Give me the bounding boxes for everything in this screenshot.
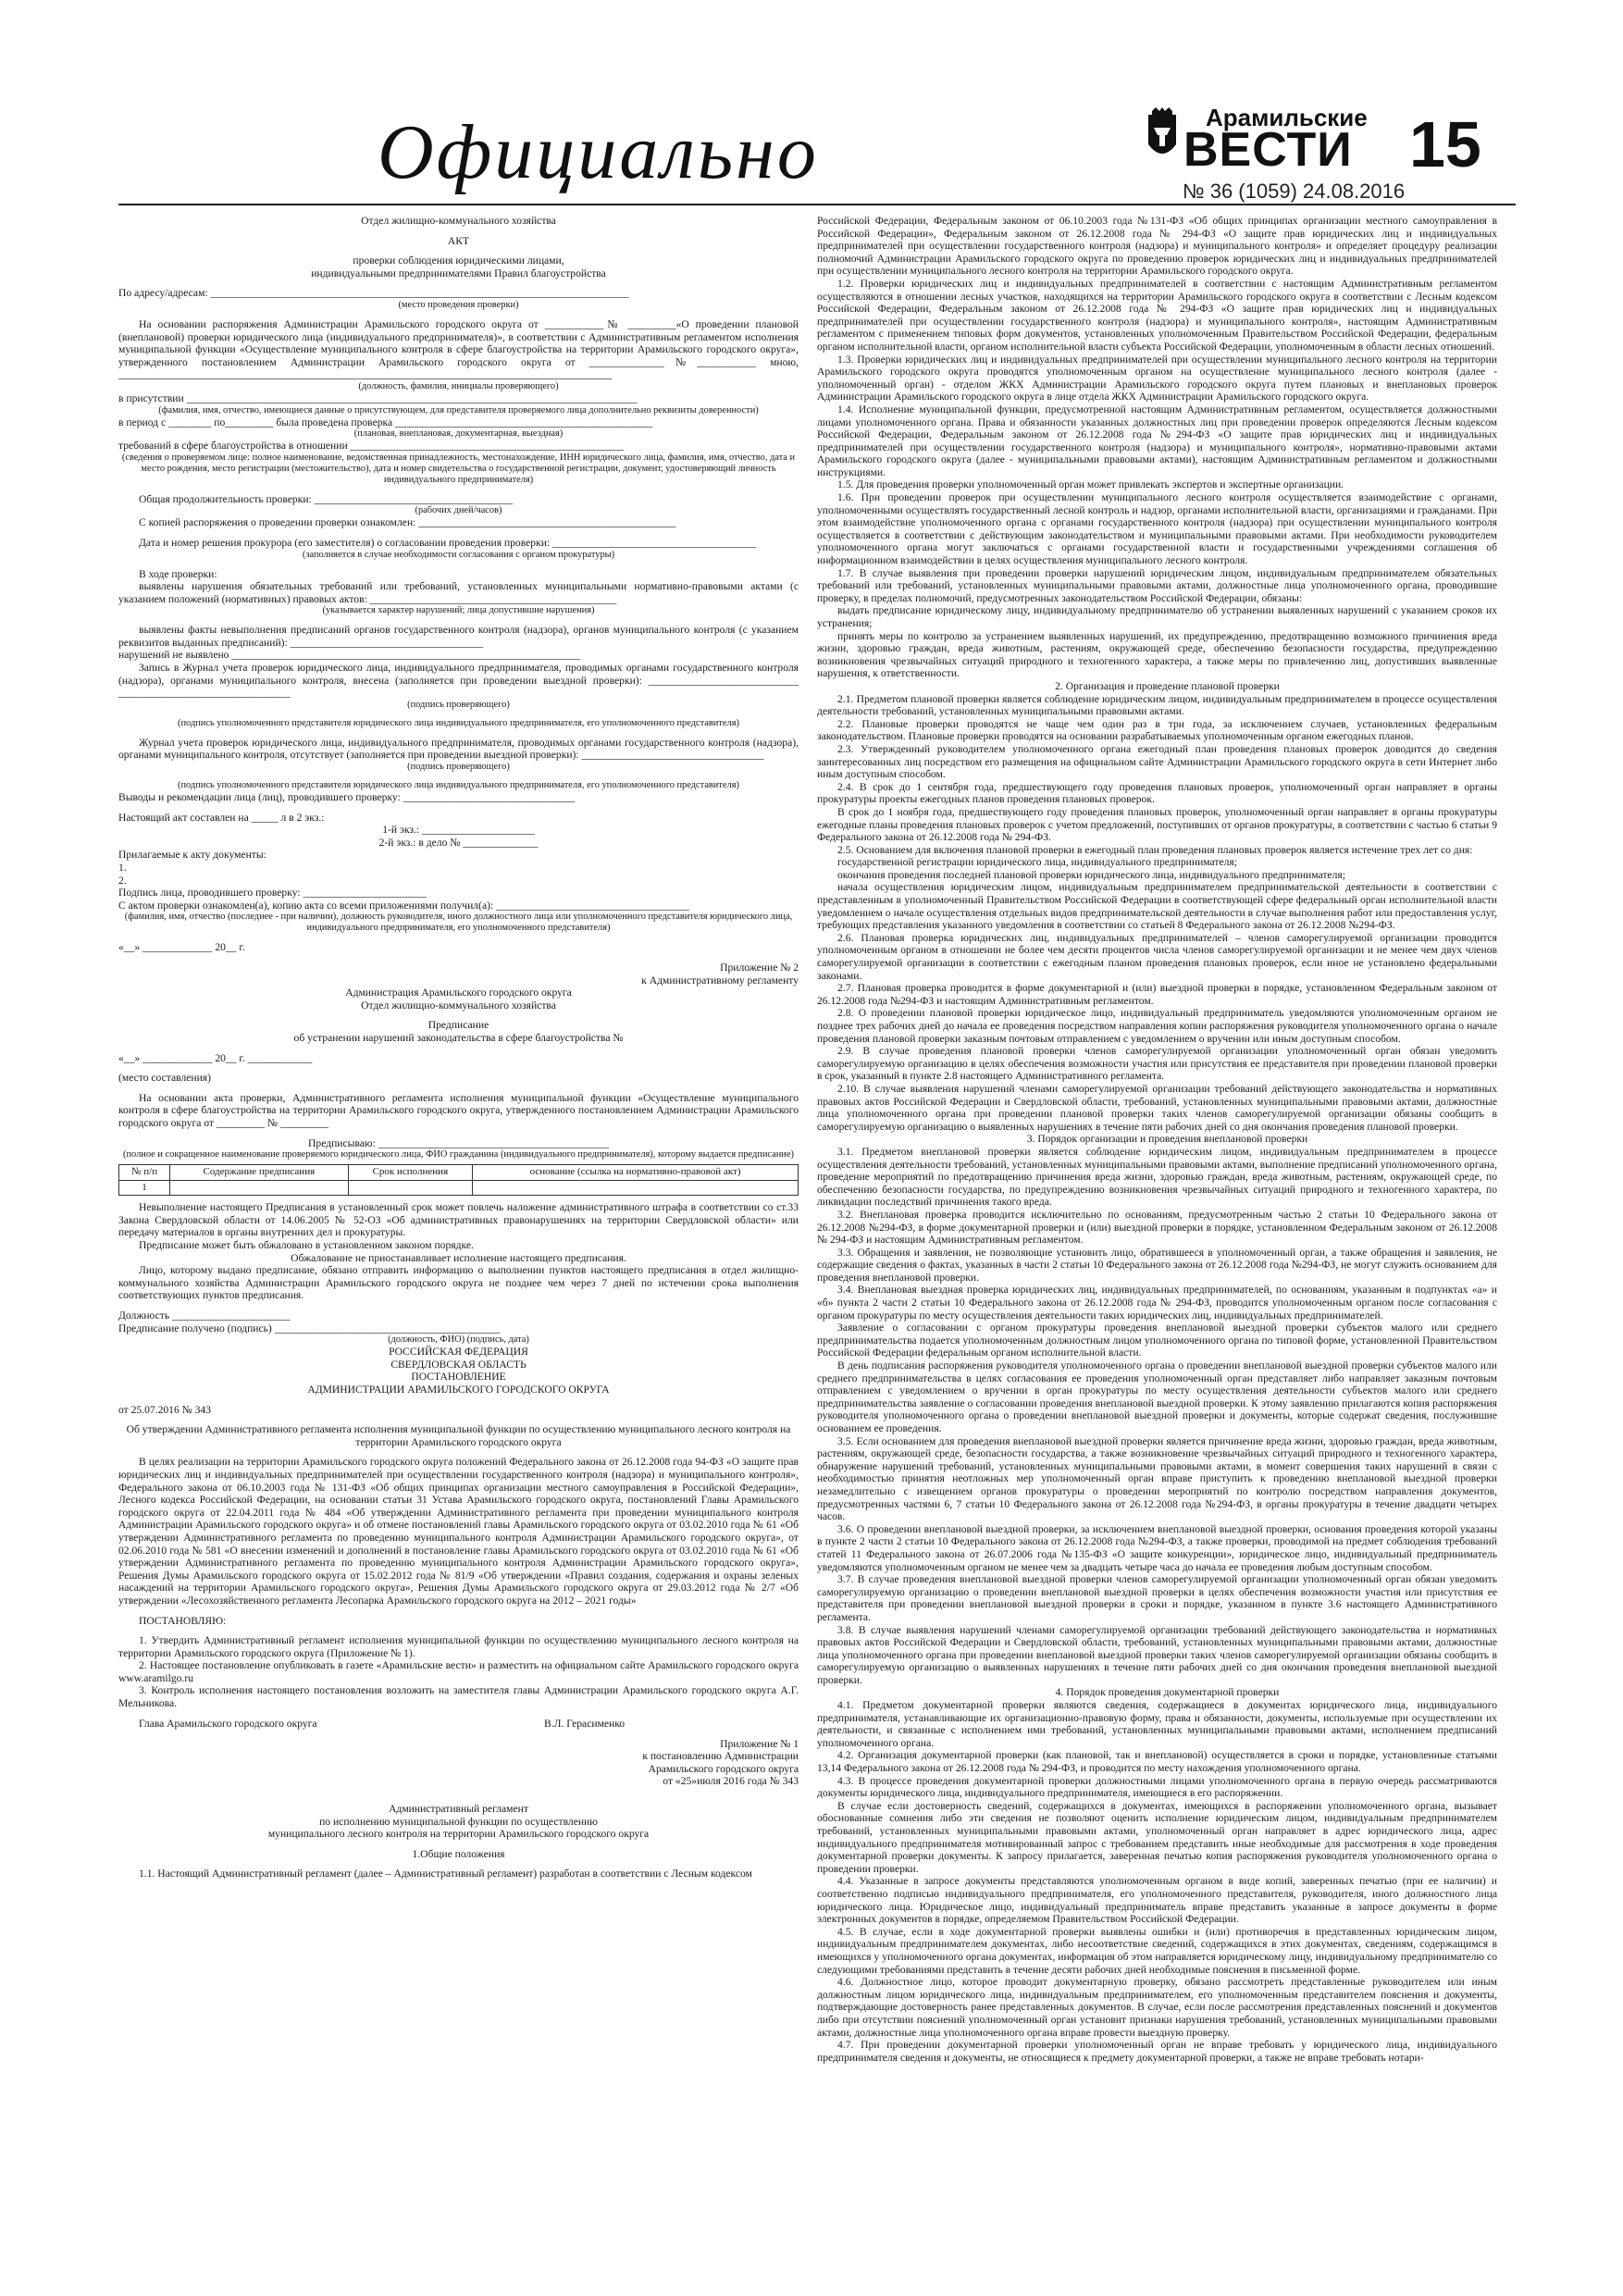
address-line: По адресу/адресам: ______________________________________________________________________________ (118, 287, 629, 300)
org-name: Администрация Арамильского городского округа (345, 987, 572, 999)
right-column (817, 215, 1497, 2064)
paragraph: 2. Настоящее постановление опубликовать в газете «Арамильские вести» и разместить на официальном сайте Арамильского городского округа www.aramilgo.ru (118, 1659, 799, 1684)
signer-name: В.Л. Герасименко (544, 1717, 626, 1730)
paragraph: 3.8. В случае выявления нарушений членами саморегулируемой организации требований действующего законодательства и нормативных правовых актов Российской Федерации и Свердловской области, требований, установленных муниципальными правовыми актами, должностные лица уполномоченного органа при проведении внеплановой выездной проверки таких членов саморегулируемой организации обязаны сообщить в саморегулируемую организацию о выявленных нарушениях в течение пяти рабочих дней со дня окончания проведения внеплановой выездной проверки. (817, 1623, 1497, 1686)
coat-of-arms-icon (1143, 107, 1182, 165)
section-heading: 1.Общие положения (412, 1847, 505, 1860)
paragraph: Дата и номер решения прокурора (его заместителя) о согласовании проведения проверки: ______________________________________ (139, 536, 757, 549)
prescription-subtitle: об устранении нарушений законодательства в сфере благоустройства № (293, 1031, 624, 1044)
section-heading: 2. Организация и проведение плановой проверки (1055, 679, 1280, 692)
paragraph: В целях реализации на территории Арамильского городского округа положений Федерального закона от 26.12.2008 года 94-ФЗ «О защите прав юридических лиц и индивидуальных предпринимателей при осуществлении государственного контроля (надзора) и муниципального контроля», Федерального закона от 06.10.2003 года № 131-ФЗ «Об общих принципах организации местного самоуправления в Российской Федерации», Лесного кодекса Российской Федерации, на основании статьи 31 Устава Арамильского городского округа, постановлений Главы Арамильского городского округа от 22.04.2011 года № 484 «Об утверждении Административного регламента при проведении муниципального контроля Администрации Арамильского городского округа» и об отмене постановлений главы Арамильского городского округа от 03.02.2010 года № 61 «Об утверждении Административного регламента по проведению муниципального контроля Администрации Арамильского городского округа», от 02.06.2010 года № 581 «О внесении изменений и дополнений в постановление главы Арамильского городского округа от 03.02.2010 года № 61 «Об утверждении Административного регламента по проведению муниципального контроля Администрации Арамильского городского округа», Решения Думы Арамильского городского округа от 15.02.2012 года № 81/9 «Об утверждении «Правил создания, содержания и охраны зеленых насаждений на территории Арамильского городского округа», Решения Думы Арамильского городского округа от 29.03.2012 года № 2/7 «Об утверждении «Лесохозяйственного регламента Лесопарка Арамильского городского округа на 2012 – 2021 годы» (118, 1456, 799, 1607)
paragraph: 4.7. При проведении документарной проверки уполномоченный орган не вправе требовать у юридического лица, индивидуального предпринимателя сведения и документы, не относящиеся к предмету документарной проверки, а также не вправе требовать нотари- (817, 2039, 1497, 2064)
regulation-title: Административный регламент (389, 1803, 528, 1816)
paragraph: выдать предписание юридическому лицу, индивидуальному предпринимателю об устранении выявленных нарушений с указанием сроков их устранения; (817, 604, 1497, 629)
paragraph: С копией распоряжения о проведении проверки ознакомлен: ________________________________________________ (139, 516, 676, 529)
hint: (подпись уполномоченного представителя юридического лица индивидуального предпринимателя, его уполномоченного представителя) (178, 780, 739, 791)
logo-main-text: ВЕСТИ (1183, 123, 1353, 177)
paragraph: В день подписания распоряжения руководителя уполномоченного органа о проведении внеплановой выездной проверки субъектов малого или среднего предпринимательства в целях согласования ее проведения уполномоченный орган представляет либо направляет заказным почтовым отправлением с уведомлением о вручении в орган прокуратуры по месту осуществления деятельности субъектов малого или среднего предпринимательства заявление о согласовании проведения внеплановой выездной проверки. К этому заявлению прилагаются копия распоряжения руководителя уполномоченного органа о проведении внеплановой выездной проверки и документы, которые содержат сведения, послужившие основанием ее проведения. (817, 1359, 1497, 1434)
paragraph: 4.3. В процессе проведения документарной проверки должностными лицами уполномоченного органа в первую очередь рассматриваются документы юридического лица, индивидуального предпринимателя, имеющиеся в его распоряжении. (817, 1774, 1497, 1800)
decree-header: СВЕРДЛОВСКАЯ ОБЛАСТЬ (390, 1358, 527, 1371)
paragraph: В случае если достоверность сведений, содержащихся в документах, имеющихся в распоряжении уполномоченного органа, вызывает обоснованные сомнения либо эти сведения не позволяют оценить исполнение юридическим лицом, индивидуальным предпринимателем требований, установленных муниципальными правовыми актами, уполномоченный орган направляет в адрес юридического лица, адрес индивидуального предпринимателя мотивированный запрос с требованием представить иные необходимые для рассмотрения в ходе проведения документарной проверки документы. К запросу прилагается, заверенная печатью копия распоряжения руководителя уполномоченного органа о проведении проверки. (817, 1799, 1497, 1875)
appendix-label: от «25»июля 2016 года № 343 (663, 1775, 799, 1788)
table-header: основание (ссылка на нормативно-правовой акт) (473, 1165, 799, 1181)
hint: (фамилия, имя, отчество (последнее - при наличии), должность руководителя, иного должностного лица или уполномоченного представителя юридического лица, индивидуального предпринимателя, его уполномоченного представителя) (124, 912, 793, 934)
hint: (подпись проверяющего) (407, 699, 510, 710)
hint: (место составления) (118, 1072, 211, 1085)
paragraph: 3.1. Предметом внеплановой проверки является соблюдение юридическим лицом, индивидуальным предпринимателем в процессе осуществления деятельности требований, установленных муниципальными правовыми актами, выполнение предписаний уполномоченного органа, проведение мероприятий по предотвращению причинения вреда жизни, здоровью граждан, вреда животным, растениям, окружающей среде, по обеспечению безопасности государства, по предупреждению возникновения чрезвычайных ситуаций природного и техногенного характера, по ликвидации последствий причинения такого вреда. (817, 1145, 1497, 1209)
paragraph: выявлены нарушения обязательных требований или требований, установленных муниципальными нормативно-правовыми актами (с указанием положений (нормативных) правовых актов: ______________________________________________ (118, 580, 799, 605)
paragraph: Журнал учета проверок юридического лица, индивидуального предпринимателя, проводимых органами государственного контроля (надзора), органами муниципального контроля, отсутствует (заполняется при проведении выездной проверки): __________________________________ (118, 736, 799, 762)
table-cell (348, 1180, 473, 1196)
regulation-title: муниципального лесного контроля на территории Арамильского городского округа (267, 1828, 650, 1841)
paragraph: 2.4. В срок до 1 сентября года, предшествующего году проведения плановых проверок, уполномоченный орган направляет в органы прокуратуры проекты ежегодных планов проведения плановых проверок. (817, 780, 1497, 806)
paragraph: 3.6. О проведении внеплановой выездной проверки, за исключением внеплановой выездной проверки, основания проведения которой указаны в пункте 2 части 2 статьи 10 Федерального закона от 26.12.2008 года №294-ФЗ, а также проверки, проводимой на предмет соблюдения требований статей 11 Федерального закона от 26.07.2006 года №135-ФЗ «О защите конкуренции», юридическое лицо, индивидуальный предприниматель уведомляются уполномоченным органом не менее чем за двадцать четыре часа до начала ее проведения любым доступным способом. (817, 1522, 1497, 1573)
paragraph: 2.7. Плановая проверка проводится в форме документарной и (или) выездной проверки в порядке, установленном Федеральным законом от 26.12.2008 года №294-ФЗ и настоящим Административным регламентом. (817, 982, 1497, 1007)
paragraph: 2. (118, 874, 127, 887)
header-divider (118, 204, 1516, 205)
logo-top-text: Арамильские (1206, 104, 1368, 131)
paragraph: 3. Контроль исполнения настоящего постановления возложить на заместителя главы Администрации Арамильского городского округа А.Г. Мельникова. (118, 1684, 799, 1710)
paragraph: Настоящий акт составлен на _____ л в 2 экз.: (118, 811, 325, 824)
hint: (подпись уполномоченного представителя юридического лица индивидуального предпринимателя, его уполномоченного представителя) (178, 717, 739, 728)
paragraph: 1. Утвердить Административный регламент исполнения муниципальной функции по осуществлению муниципального лесного контроля на территории Арамильского городского округа (Приложение № 1). (118, 1634, 799, 1659)
paragraph: выявлены факты невыполнения предписаний органов государственного контроля (надзора), органов муниципального контроля (с указанием реквизитов выданных предписаний): ____________________________________ (118, 624, 799, 649)
paragraph: В срок до 1 ноября года, предшествующего году проведения плановых проверок, уполномоченный орган направляет в органы прокуратуры ежегодные планы проведения плановых проверок с учетом предложений, поступивших от органов прокуратуры, в соответствии с частью 6 статьи 9 Федерального закона от 26.12.2008 года № 294-ФЗ. (817, 805, 1497, 844)
paragraph: Подпись лица, проводившего проверку: _______________________ (118, 887, 427, 900)
paragraph: Выводы и рекомендации лица (лиц), проводившего проверку: ________________________________ (118, 791, 576, 804)
hint: (должность, фамилия, инициалы проверяющего) (358, 380, 559, 391)
paragraph: Заявление о согласовании с органом прокуратуры проведения внеплановой выездной проверки субъектов малого или среднего предпринимательства подается уполномоченным должностным лицом уполномоченного органа по типовой форме, установленной Правительством Российской Федерации федеральным органом исполнительной власти. (817, 1322, 1497, 1359)
appendix-label: Арамильского городского округа (648, 1762, 799, 1775)
prescription-title: Предписание (427, 1019, 489, 1032)
appendix-label: Приложение № 2 (720, 961, 799, 974)
hint: (полное и сокращенное наименование проверяемого юридического лица, ФИО гражданина (индивидуального предпринимателя), которому выдается предписание) (123, 1149, 794, 1160)
regulation-title: по исполнению муниципальной функции по осуществлению (319, 1815, 598, 1828)
appendix-label: Приложение № 1 (720, 1737, 799, 1750)
paragraph: 1-й экз.: _____________________ (382, 824, 535, 837)
table-cell (473, 1180, 799, 1196)
paragraph: 1.7. В случае выявления при проведении проверки нарушений юридическим лицом, индивидуальным предпринимателем обязательных требований или требований, установленных муниципальными правовыми актами, должностные лица уполномоченного органа, проводившие проверку, в пределах полномочий, предусмотренных законодательством Российской Федерации, обязаны: (817, 566, 1497, 604)
paragraph: С актом проверки ознакомлен(а), копию акта со всеми приложениями получил(а): ____________________________________ (118, 899, 689, 912)
hint: (подпись проверяющего) (407, 762, 510, 773)
paragraph: 2.10. В случае выявления нарушений членами саморегулируемой организации требований действующего законодательства и нормативных правовых актов Российской Федерации и Свердловской области, требований, установленных муниципальными правовыми актами, должностные лица уполномоченного органа при проведении плановой проверки таких членов саморегулируемой организации обязаны сообщить в саморегулируемую организацию о выявленных нарушениях в течение пяти рабочих дней со дня окончания проведения плановой проверки. (817, 1082, 1497, 1133)
paragraph: На основании распоряжения Администрации Арамильского городского округа от ___________№ _________«О проведении плановой (внеплановой) проверки юридического лица (индивидуального предпринимателя)», в соответствии с Административным регламентом исполнения муниципальной функции «Осуществление муниципального контроля в сфере благоустройства на территории Арамильского городского округа», утвержденного постановлением Администрации Арамильского городского округа от ______________№___________ мною, ____________________________________________________________________________________________ (118, 317, 799, 381)
date-line: «__» _____________ 20__ г. ____________ (118, 1051, 313, 1064)
act-title: АКТ (447, 234, 470, 247)
paragraph: Запись в Журнал учета проверок юридического лица, индивидуального предпринимателя, проводимых органами государственного контроля (надзора), органами муниципального контроля, внесена (заполняется при проведении выездной проверки): ____________________________ ________________________________ (118, 662, 799, 700)
section-heading: 4. Порядок проведения документарной проверки (1055, 1686, 1280, 1699)
paragraph: Должность ______________________ (118, 1309, 291, 1322)
table-header: № п/п (119, 1165, 170, 1181)
act-subtitle: проверки соблюдения юридическими лицами, (353, 254, 564, 267)
appendix-label: к Административному регламенту (641, 974, 799, 987)
decree-header: РОССИЙСКАЯ ФЕДЕРАЦИЯ (389, 1346, 528, 1359)
hint: (фамилия, имя, отчество, имеющиеся данные о присутствующем, для представителя проверяемого лица дополнительно реквизиты доверенности) (158, 404, 759, 416)
paragraph: 1.4. Исполнение муниципальной функции, предусмотренной настоящим Административным регламентом, осуществляется должностными лицами уполномоченного органа. Права и обязанности указанных должностных лиц при проведении проверок определяются Лесным кодексом Российской Федерации, Федеральным законом от 26.12.2008 года №294-ФЗ «О защите прав юридических лиц и индивидуальных предпринимателей при осуществлении государственного контроля (надзора) и муниципального контроля», нормативно-правовыми актами Арамильского городского округа (далее - муниципальными правовыми актами), настоящим Административным регламентом и должностными инструкциями. (817, 403, 1497, 478)
act-subtitle-2: индивидуальными предпринимателями Правил благоустройства (311, 267, 606, 279)
paragraph: 2-й экз.: в дело № ______________ (378, 836, 539, 849)
paragraph: 4.1. Предметом документарной проверки являются сведения, содержащиеся в документах юридического лица, индивидуального предпринимателя, устанавливающие их организационно-правовую форму, права и обязанности, документы, используемые при осуществлении их деятельности, и связанные с исполнением ими требований, установленных муниципальными правовыми актами, исполнением предписаний уполномоченного органа. (817, 1699, 1497, 1749)
table-cell (170, 1180, 349, 1196)
paragraph: 3.3. Обращения и заявления, не позволяющие установить лицо, обратившееся в уполномоченный орган, а также обращения и заявления, не содержащие сведения о фактах, указанных в части 2 статьи 10 Федерального закона от 26.12.2008 года №294-ФЗ, не могут служить основанием для проведения внеплановой проверки. (817, 1246, 1497, 1284)
paragraph: 1.3. Проверки юридических лиц и индивидуальных предпринимателей при осуществлении муниципального лесного контроля на территории Арамильского городского округа проводятся уполномоченным органом на осуществление муниципального лесного контроля (далее - уполномоченный орган) - отделом ЖКХ Администрации Арамильского городского округа путем плановых и внеплановых проверок Администрации Арамильского городского округа в лице отдела ЖКХ Администрации Арамильского городского округа. (817, 353, 1497, 403)
paragraph: 2.5. Основанием для включения плановой проверки в ежегодный план проведения плановых проверок является истечение трех лет со дня: (837, 843, 1473, 856)
paragraph: В ходе проверки: (139, 567, 217, 580)
org-name: Отдел жилищно-коммунального хозяйства (361, 999, 556, 1011)
paragraph: 3.2. Внеплановая проверка проводится исключительно по основаниям, предусмотренным частью 2 статьи 10 Федерального закона от 26.12.2008 №294-ФЗ, в форме документарной проверки и (или) выездной проверки в порядке, установленном Федеральным законом от 26.12.2008 № 294-ФЗ и настоящим Административным регламентом. (817, 1208, 1497, 1247)
paragraph: Предписание может быть обжаловано в установленном законом порядке. (139, 1239, 474, 1252)
paragraph: 1. (118, 862, 127, 874)
paragraph: нарушений не выявлено _________________________________________________________________ (118, 649, 581, 662)
paragraph: 2.9. В случае проведения плановой проверки членов саморегулируемой организации уполномоченный орган обязан уведомить саморегулируемую организацию в целях обеспечения возможности участия или присутствия ее представителя при проведении плановой проверки в срок, указанный в пункте 2.8 настоящего Административного регламента. (817, 1045, 1497, 1083)
section-title: Официально (378, 109, 819, 195)
paragraph: Общая продолжительность проверки: _____________________________________ (139, 492, 514, 505)
paragraph: 4.6. Должностное лицо, которое проводит документарную проверку, обязано рассмотреть представленные руководителем или иным должностным лицом юридического лица, индивидуальным предпринимателем, его уполномоченным представителем пояснения и документы, подтверждающие достоверность ранее представленных документов. В случае, если после рассмотрения представленных пояснений и документов либо при отсутствии пояснений уполномоченный орган установит признаки нарушения требований, установленных муниципальными правовыми актами, должностные лица уполномоченного органа вправе провести выездную проверку. (817, 1976, 1497, 2039)
paragraph: Предписываю: ___________________________________________ (308, 1136, 609, 1149)
decree-header: ПОСТАНОВЛЕНИЕ (411, 1371, 506, 1384)
paragraph: Невыполнение настоящего Предписания в установленный срок может повлечь наложение административного штрафа в соответствии со ст.33 Закона Свердловской области от 14.06.2005 № 52-ОЗ «Об административных правонарушениях на территории Свердловской области» или передачу материалов в органы внутренних дел и прокуратуры. (118, 1201, 799, 1239)
hint: (указывается характер нарушений; лица допустившие нарушения) (322, 605, 595, 616)
hint: (сведения о проверяемом лице: полное наименование, ведомственная принадлежность, местонахождение, ИНН юридического лица, фамилия, имя, отчество, дата и место рождения, место регистрации (местожительство), дата и номер свидетельства о государственной регистрации, документ, удостоверяющий личность индивидуального предпринимателя) (121, 452, 796, 485)
table-header: Содержание предписания (170, 1165, 349, 1181)
section-heading: 3. Порядок организации и проведения внеплановой проверки (1026, 1133, 1308, 1146)
date-line: «__» _____________ 20__ г. (118, 941, 245, 954)
paragraph: Прилагаемые к акту документы: (118, 849, 266, 862)
paragraph: 3.7. В случае проведения внеплановой выездной проверки членов саморегулируемой организации уполномоченный орган обязан уведомить саморегулируемую организацию о проведении внеплановой выездной проверки в целях обеспечения возможности участия или присутствия ее представителя при проведении внеплановой выездной проверки в сроки и порядке, указанном в пункте 3.6 настоящего Административного регламента. (817, 1573, 1497, 1623)
left-column (118, 215, 799, 1880)
paragraph: в присутствии ____________________________________________________________________________________ (118, 391, 638, 404)
hint: (плановая, внеплановая, документарная, выездная) (353, 428, 564, 440)
paragraph: На основании акта проверки, Административного регламента исполнения муниципальной функции «Осуществление муниципального контроля в сфере благоустройства на территории Арамильского городского округа, утвержденного постановлением Администрации Арамильского городского округа от _________ № _________ (118, 1091, 799, 1129)
paragraph: Лицо, которому выдано предписание, обязано отправить информацию о выполнении пунктов настоящего предписания в отдел жилищно-коммунального хозяйства Администрации Арамильского городского округа не позднее чем через 7 дней по истечении срока выполнения соответствующих пунктов предписания. (118, 1264, 799, 1302)
table-cell: 1 (119, 1180, 170, 1196)
paragraph: 2.3. Утвержденный руководителем уполномоченного органа ежегодный план проведения плановых проверок доводится до сведения заинтересованных лиц посредством его размещения на официальном сайте Администрации Арамильского городского округа в сети Интернет либо иным доступным способом. (817, 742, 1497, 781)
hint: (должность, ФИО) (подпись, дата) (388, 1334, 529, 1346)
paragraph: 4.2. Организация документарной проверки (как плановой, так и внеплановой) осуществляется в сроки и порядке, установленные статьями 13,14 Федерального закона от 26.12.2008 года № 294-ФЗ, и проводится по месту нахождения уполномоченного органа. (817, 1749, 1497, 1775)
appendix-label: к постановлению Администрации (642, 1750, 799, 1763)
paragraph: 2.2. Плановые проверки проводятся не чаще чем один раз в три года, за исключением случаев, установленных федеральным законодательством. Плановые проверки проводятся на основании разрабатываемых уполномоченным органом ежегодных планов. (817, 717, 1497, 743)
address-hint: (место проведения проверки) (398, 299, 519, 310)
paragraph: Предписание получено (подпись) __________________________________________ (118, 1322, 501, 1334)
paragraph: 2.1. Предметом плановой проверки является соблюдение юридическим лицом, индивидуальным предпринимателем в процессе осуществления деятельности требований, установленных муниципальными правовыми актами. (817, 692, 1497, 718)
paragraph: 1.1. Настоящий Административный регламент (далее – Административный регламент) разработан в соответствии с Лесным кодексом (139, 1868, 752, 1880)
paragraph: принять меры по контролю за устранением выявленных нарушений, их предупреждению, предотвращению возможного причинения вреда жизни, здоровью граждан, вреда животным, растениям, окружающей среде, обеспечению безопасности государства, предупреждению возникновения чрезвычайных ситуаций природного и техногенного характера, а также меры по привлечению лиц, допустивших выявленные нарушения, к ответственности. (817, 629, 1497, 680)
paragraph: Российской Федерации, Федеральным законом от 06.10.2003 года №131-ФЗ «Об общих принципах организации местного самоуправления в Российской Федерации», Федеральным законом от 26.12.2008 года № 294-ФЗ «О защите прав юридических лиц и индивидуальных предпринимателей при осуществлении государственного контроля (надзора) и муниципального контроля» и определяет процедуру реализации полномочий Администрации Арамильского городского округа по проведению проверок юридических лиц и индивидуальных предпринимателей при осуществлении муниципального лесного контроля на территории Арамильского городского округа. (817, 215, 1497, 278)
masthead (118, 100, 1516, 203)
paragraph: 3.4. Внеплановая выездная проверка юридических лиц, индивидуальных предпринимателей, по основаниям, указанным в подпунктах «а» и «б» пункта 2 части 2 статьи 10 Федерального закона от 26.12.2008 года № 294-ФЗ, проводится уполномоченным органом после согласования с органом прокуратуры по месту осуществления деятельности таких юридических лиц, индивидуальных предпринимателей. (817, 1284, 1497, 1322)
paragraph: окончания проведения последней плановой проверки юридического лица, индивидуального предпринимателя; (837, 868, 1345, 881)
paragraph: требований в сфере благоустройства в отношении ___________________________________________________ (118, 440, 625, 453)
paragraph: 4.5. В случае, если в ходе документарной проверки выявлены ошибки и (или) противоречия в представленных юридическим лицом, индивидуальным предпринимателем документах, либо несоответствие сведений, содержащихся в этих документах, сведениям, содержащимся в имеющихся у уполномоченного органа документах, информация об этом направляется юридическому лицу, индивидуальному предпринимателю со следующими требованиями представить в течение десяти рабочих дней необходимые пояснения в письменной форме. (817, 1925, 1497, 1976)
paragraph: 1.2. Проверки юридических лиц и индивидуальных предпринимателей в соответствии с настоящим Административным регламентом осуществляются в отношении лесных участков, находящихся на территории Арамильского городского округа в соответствии с Лесным кодексом Российской Федерации, Федеральным законом от 26.12.2008 года № 294-ФЗ «О защите прав юридических лиц и индивидуальных предпринимателей при осуществлении государственного контроля (надзора) и муниципального контроля», настоящим Административным регламентом с применением типовых форм документов, установленных уполномоченным Правительством Российской Федерации, федеральным органом исполнительной власти, органом исполнительной власти субъекта Российской Федерации, уполномоченным в области лесных отношений. (817, 277, 1497, 353)
paragraph: государственной регистрации юридического лица, индивидуального предпринимателя; (837, 856, 1237, 869)
decree-title: Об утверждении Административного регламента исполнения муниципальной функции по осуществлению муниципального лесного контроля на территории Арамильского городского округа (126, 1423, 791, 1448)
signature-line (118, 1718, 799, 1731)
hint: (рабочих дней/часов) (415, 505, 502, 516)
decree-header: АДМИНИСТРАЦИИ АРАМИЛЬСКОГО ГОРОДСКОГО ОКРУГА (307, 1384, 610, 1396)
prescription-table (118, 1164, 799, 1196)
decree-resolve: ПОСТАНОВЛЯЮ: (139, 1614, 227, 1627)
paragraph: 3.5. Если основанием для проведения внеплановой выездной проверки является причинение вреда жизни, здоровью граждан, вреда животным, растениям, окружающей среде, безопасности государства, а также возникновение чрезвычайных ситуаций природного и техногенного характера, обнаружение нарушений требований, установленных муниципальными правовыми актами, в момент совершения таких нарушений в связи с необходимостью принятия неотложных мер уполномоченный орган вправе приступить к проведению внеплановой выездной проверки незамедлительно с извещением органов прокуратуры о проведении мероприятий по контролю посредством направления документов, предусмотренных частями 6, 7 статьи 10 Федерального закона от 26.12.2008 года №294-ФЗ, в органы прокуратуры в течение двадцати четырех часов. (817, 1434, 1497, 1523)
paragraph: 2.6. Плановая проверка юридических лиц, индивидуальных предпринимателей – членов саморегулируемой организации проводится уполномоченным органом в отношении не более чем десяти процентов числа членов саморегулируемой организации и не менее чем двух членов саморегулируемой организации в соответствии с ежегодным планом проведения плановых проверок, если иное не установлено федеральными законами. (817, 931, 1497, 982)
paragraph: в период с ________ по_________ была проведена проверка ________________________________________________ (118, 416, 653, 428)
paragraph: 1.6. При проведении проверок при осуществлении муниципального лесного контроля осуществляется взаимодействие с органами, уполномоченными осуществлять государственный лесной контроль и надзор, органами исполнительной власти, организациями и гражданами. При этом взаимодействие уполномоченного органа с органами государственного контроля (надзора) при осуществлении муниципального контроля осуществляется в соответствии с действующим законодательством и муниципальными правовыми актами. При необходимости руководителем уполномоченного органа могут заключаться с органами государственной власти и государственными учреждениями соглашения об информационном взаимодействии в целях осуществления муниципального лесного контроля. (817, 491, 1497, 567)
department-name: Отдел жилищно-коммунального хозяйства (361, 215, 556, 227)
decree-date: от 25.07.2016 № 343 (118, 1403, 212, 1416)
page-number: 15 (1409, 108, 1481, 180)
signer-title: Глава Арамильского городского округа (139, 1717, 317, 1730)
paragraph: Обжалование не приостанавливает исполнение настоящего предписания. (291, 1251, 626, 1264)
paragraph: 2.8. О проведении плановой проверки юридическое лицо, индивидуальный предприниматель уведомляются уполномоченным органом не позднее трех рабочих дней до начала ее проведения посредством направления копии распоряжения руководителя уполномоченного органа о начале проведения плановой проверки заказным почтовым отправлением с уведомлением о вручении или иным доступным способом. (817, 1007, 1497, 1045)
issue-info: № 36 (1059) 24.08.2016 (1183, 180, 1406, 203)
table-header: Срок исполнения (348, 1165, 473, 1181)
paragraph: 4.4. Указанные в запросе документы представляются уполномоченным органом в виде копий, заверенных печатью (при ее наличии) и соответственно подписью индивидуального предпринимателя, его уполномоченного представителя, руководителя, иного должностного лица юридического лица. Юридическое лицо, индивидуальный предприниматель вправе представить указанные в запросе документы в форме электронных документов в порядке, определяемом Правительством Российской Федерации. (817, 1875, 1497, 1926)
paragraph: начала осуществления юридическим лицом, индивидуальным предпринимателем предпринимательской деятельности в соответствии с представленным в уполномоченный Правительством Российской Федерации в соответствующей сфере федеральный орган исполнительной власти уведомлением о начале осуществления отдельных видов предпринимательской деятельности в случае выполнения работ или предоставления услуг, требующих представления указанного уведомления в соответствии со статьей 8 Федерального закона от 26.12.2008 №294-ФЗ. (817, 881, 1497, 932)
paragraph: 1.5. Для проведения проверки уполномоченный орган может привлекать экспертов и экспертные организации. (837, 478, 1344, 491)
hint: (заполняется в случае необходимости согласования с органом прокуратуры) (302, 549, 615, 560)
